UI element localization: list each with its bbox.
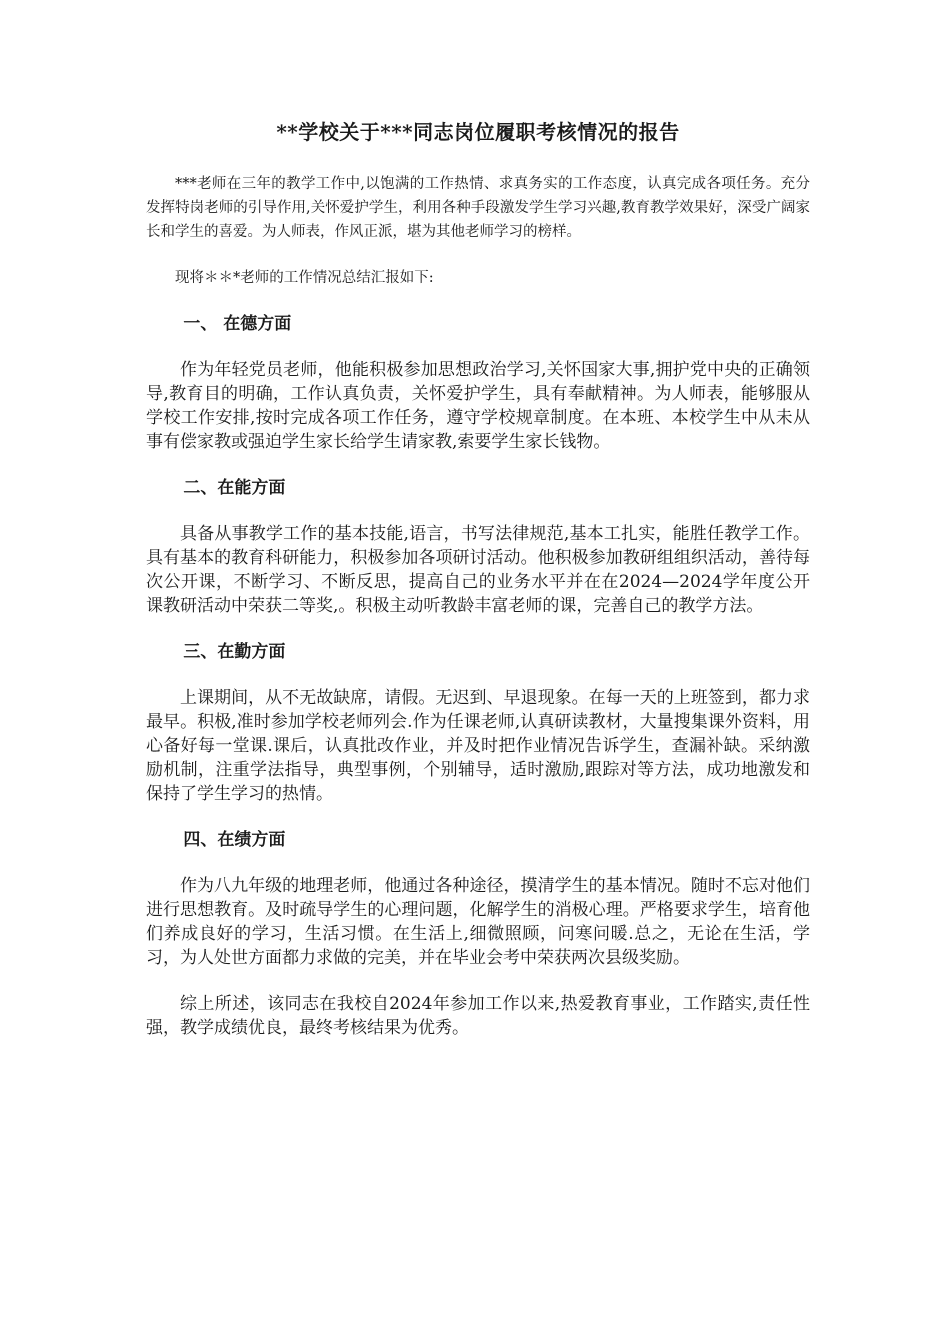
section-body-morality: 作为年轻党员老师，他能积极参加思想政治学习,关怀国家大事,拥护党中央的正确领导,教育目的明确，工作认真负责，关怀爱护学生，具有奉献精神。为人师表，能够服从学校工作安排,按时完成各项工作任务，遵守学校规章制度。在本班、本校学生中从未从事有偿家教或强迫学生家长给学生请家教,索要学生家长钱物。 xyxy=(146,360,810,452)
section-body-ability: 具备从事教学工作的基本技能,语言，书写法律规范,基本工扎实，能胜任教学工作。具有基本的教育科研能力，积极参加各项研讨活动。他积极参加教研组组织活动，善待每次公开课，不断学习、不断反思，提高自己的业务水平并在在2024—2024学年度公开课教研活动中荣获二等奖,。积极主动听教龄丰富老师的课，完善自己的教学方法。 xyxy=(146,524,810,616)
intro-paragraph: ***老师在三年的教学工作中,以饱满的工作热情、求真务实的工作态度，认真完成各项任务。充分发挥特岗老师的引导作用,关怀爱护学生，利用各种手段激发学生学习兴趣,教育教学效果好，深受广阔家长和学生的喜爱。为人师表，作风正派，堪为其他老师学习的榜样。 xyxy=(146,176,810,240)
summary-lead-paragraph: 现将＊＊*老师的工作情况总结汇报如下: xyxy=(175,270,434,286)
page-title: **学校关于***同志岗位履职考核情况的报告 xyxy=(276,120,680,144)
section-heading-diligence: 三、在勤方面 xyxy=(183,642,286,662)
section-body-achievement: 作为八九年级的地理老师，他通过各种途径，摸清学生的基本情况。随时不忘对他们进行思想教育。及时疏导学生的心理问题，化解学生的消极心理。严格要求学生，培育他们养成良好的学习，生活习惯。在生活上,细微照顾，问寒问暖.总之，无论在生活，学习，为人处世方面都力求做的完美，并在毕业会考中荣获两次县级奖励。 xyxy=(146,876,810,968)
conclusion-paragraph: 综上所述，该同志在我校自2024年参加工作以来,热爱教育事业，工作踏实,责任性强，教学成绩优良，最终考核结果为优秀。 xyxy=(146,994,810,1038)
document-page xyxy=(146,118,810,1062)
section-heading-morality: 一、 在德方面 xyxy=(183,314,292,334)
section-body-diligence: 上课期间，从不无故缺席，请假。无迟到、早退现象。在每一天的上班签到，都力求最早。积极,准时参加学校老师列会.作为任课老师,认真研读教材，大量搜集课外资料，用心备好每一堂课.课后，认真批改作业，并及时把作业情况告诉学生，查漏补缺。采纳激励机制，注重学法指导，典型事例，个别辅导，适时激励,跟踪对等方法，成功地激发和保持了学生学习的热情。 xyxy=(146,688,810,804)
section-heading-ability: 二、在能方面 xyxy=(183,478,286,498)
section-heading-achievement: 四、在绩方面 xyxy=(183,830,286,850)
